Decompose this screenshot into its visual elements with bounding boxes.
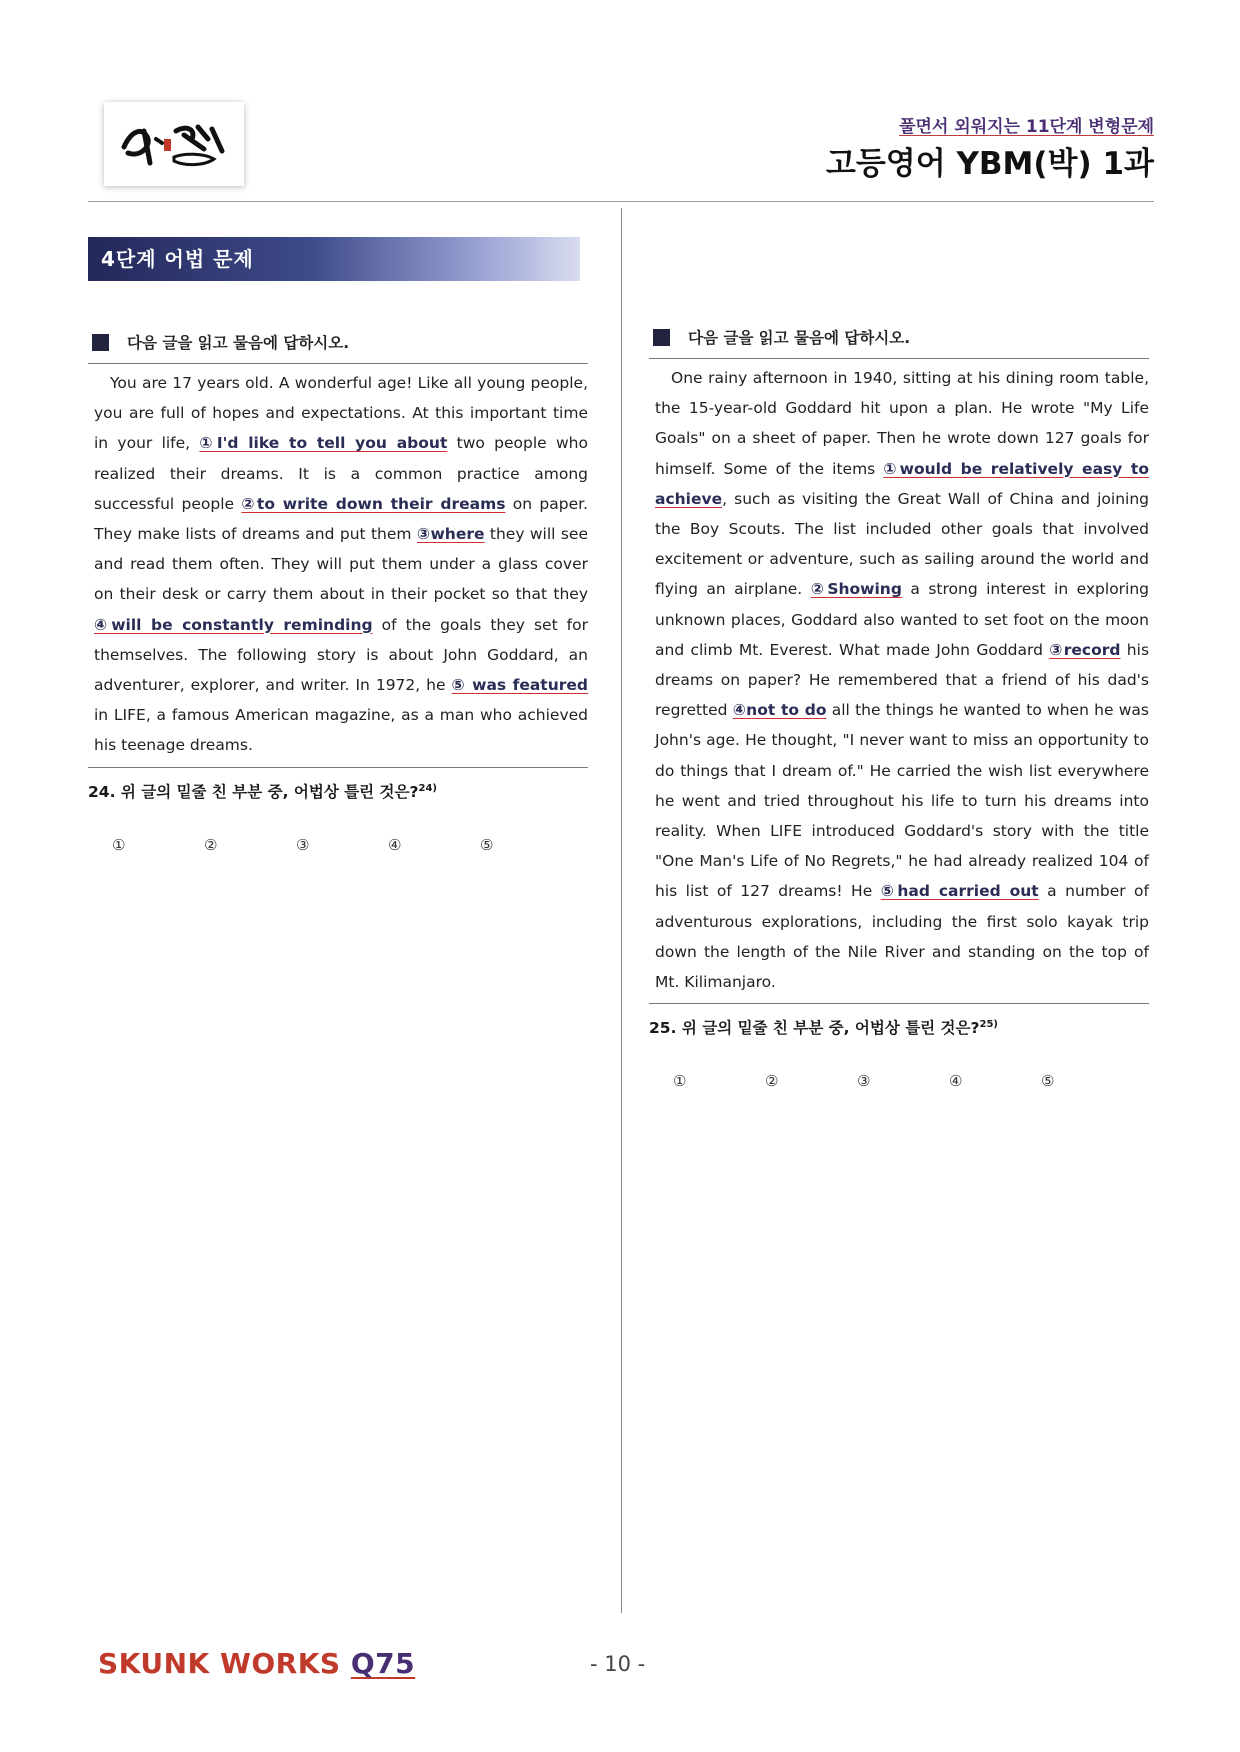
footnote-marker: 24) bbox=[418, 782, 437, 794]
underlined-option-1: ①I'd like to tell you about bbox=[199, 434, 448, 453]
passage-text: of the goals they set for themselves. The following story is about John Goddard, an adventurer, explorer, and writer. In 1972, he bbox=[94, 615, 588, 695]
underlined-option-5: ⑤ was featured bbox=[451, 676, 588, 695]
brand-name: SKUNK WORKS bbox=[98, 1647, 341, 1680]
choice-2[interactable]: ② bbox=[765, 1072, 779, 1091]
underlined-option-1: ①would be relatively easy to achieve bbox=[655, 459, 1149, 508]
passage-text: two people who realized their dreams. It is a common practice among successful people bbox=[94, 434, 588, 513]
choice-1[interactable]: ① bbox=[112, 835, 126, 854]
passage-text: , such as visiting the Great Wall of China and joining the Boy Scouts. The list included other goals that involved excitement or adventure, such as sailing around the world and flying an airplane. bbox=[655, 489, 1149, 599]
stage-banner: 4단계 어법 문제 bbox=[88, 237, 580, 281]
instruction-row bbox=[88, 325, 588, 359]
reading-passage bbox=[649, 358, 1149, 1004]
underlined-option-4: ④not to do bbox=[732, 701, 827, 720]
page-subtitle: 풀면서 외워지는 11단계 변형문제 bbox=[899, 117, 1154, 137]
choice-1[interactable]: ① bbox=[673, 1072, 687, 1091]
answer-choices bbox=[649, 1072, 1149, 1090]
brand-code: Q75 bbox=[350, 1647, 416, 1680]
square-bullet-icon bbox=[653, 329, 670, 346]
question-24 bbox=[88, 780, 588, 802]
passage-text: on paper. They make lists of dreams and put them bbox=[94, 494, 588, 544]
underlined-option-4: ④will be constantly reminding bbox=[94, 615, 373, 634]
column-divider bbox=[621, 208, 622, 1613]
question-text: 25. 위 글의 밑줄 친 부분 중, 어법상 틀린 것은? bbox=[649, 1019, 980, 1038]
underlined-option-3: ③record bbox=[1049, 640, 1121, 659]
calligraphy-logo-icon bbox=[114, 109, 234, 179]
passage-text: all the things he wanted to when he was John's age. He thought, "I never want to miss an opportunity to do things that I dream of." He carried the wish list everywhere he went and tried throughout his life to turn his dreams into reality. When LIFE introduced Goddard's story with the title "One Man's Life of No Regrets," he had already realized 104 of his list of 127 dreams! He bbox=[655, 701, 1149, 901]
choice-4[interactable]: ④ bbox=[388, 835, 402, 854]
right-section bbox=[649, 320, 1149, 1090]
underlined-option-2: ②to write down their dreams bbox=[241, 494, 506, 513]
reading-passage bbox=[88, 363, 588, 768]
header-divider bbox=[88, 201, 1154, 202]
choice-3[interactable]: ③ bbox=[296, 835, 310, 854]
passage-text: in LIFE, a famous American magazine, as a man who achieved his teenage dreams. bbox=[94, 706, 588, 755]
choice-5[interactable]: ⑤ bbox=[480, 835, 494, 854]
question-text: 24. 위 글의 밑줄 친 부분 중, 어법상 틀린 것은? bbox=[88, 782, 419, 801]
answer-choices bbox=[88, 836, 588, 854]
passage-text: a number of adventurous explorations, including the first solo kayak trip down the length of the Nile River and standing on the top of Mt. Kilimanjaro. bbox=[655, 882, 1149, 992]
logo bbox=[104, 102, 244, 186]
passage-text: they will see and read them often. They will put them under a glass cover on their desk or carry them about in their pocket so that they bbox=[94, 525, 588, 604]
underlined-option-3: ③where bbox=[416, 525, 485, 544]
instruction-text: 다음 글을 읽고 물음에 답하시오. bbox=[127, 334, 350, 352]
choice-2[interactable]: ② bbox=[204, 835, 218, 854]
footnote-marker: 25) bbox=[979, 1019, 998, 1031]
left-section bbox=[88, 325, 588, 854]
passage-text: You are 17 years old. A wonderful age! Like all young people, you are full of hopes and expectations. At this important time in your life, bbox=[94, 374, 588, 453]
underlined-option-2: ②Showing bbox=[810, 580, 902, 599]
underlined-option-5: ⑤had carried out bbox=[880, 882, 1039, 901]
square-bullet-icon bbox=[92, 334, 109, 351]
page-number: - 10 - bbox=[590, 1652, 646, 1676]
instruction-row bbox=[649, 320, 1149, 354]
choice-5[interactable]: ⑤ bbox=[1041, 1072, 1055, 1091]
choice-3[interactable]: ③ bbox=[857, 1072, 871, 1091]
choice-4[interactable]: ④ bbox=[949, 1072, 963, 1091]
passage-text: his dreams on paper? He remembered that a friend of his dad's regretted bbox=[655, 640, 1150, 720]
instruction-text: 다음 글을 읽고 물음에 답하시오. bbox=[688, 329, 911, 347]
passage-text: a strong interest in exploring unknown places, Goddard also wanted to set foot on the moon and climb Mt. Everest. What made John Goddard bbox=[655, 580, 1150, 659]
question-25 bbox=[649, 1016, 1149, 1038]
footer-brand bbox=[98, 1647, 415, 1680]
passage-text: One rainy afternoon in 1940, sitting at his dining room table, the 15-year-old Goddard hit upon a plan. He wrote "My Life Goals" on a sheet of paper. Then he wrote down 127 goals for himself. Some of the items bbox=[655, 369, 1149, 478]
page-title: 고등영어 YBM(박) 1과 bbox=[825, 146, 1154, 182]
